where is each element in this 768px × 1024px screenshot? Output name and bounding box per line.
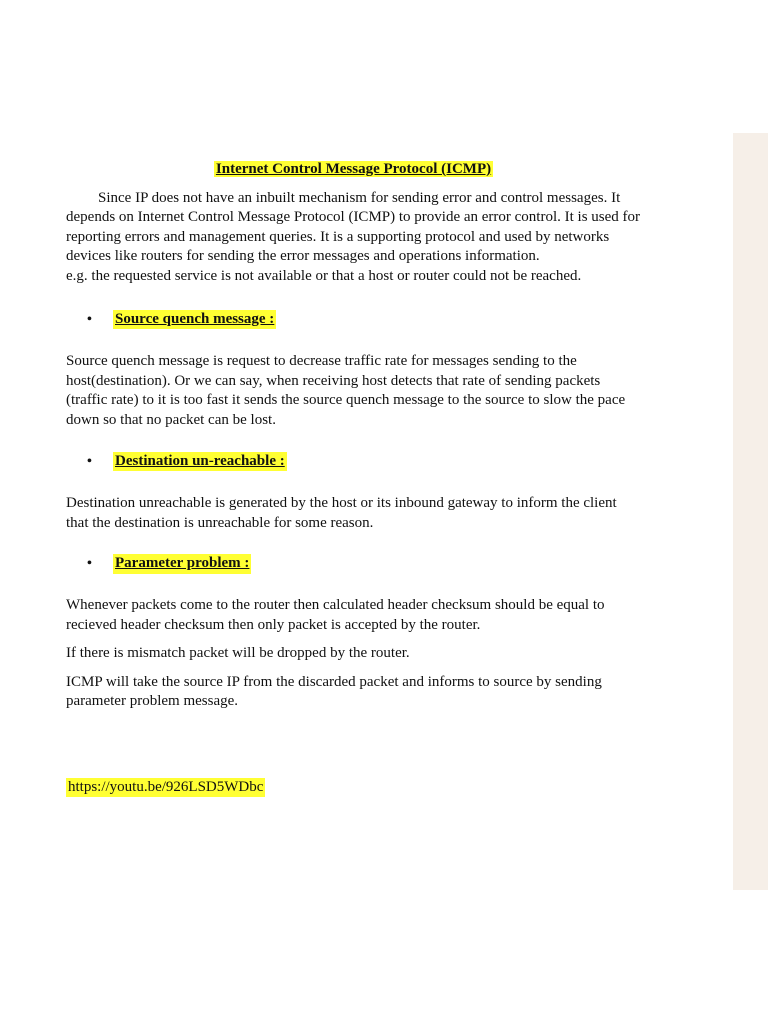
bullet-icon: • <box>87 556 92 572</box>
destination-unreachable-paragraph: Destination unreachable is generated by the host or its inbound gateway to inform the client that the destination is unreachable for some reason. <box>66 495 617 531</box>
example-paragraph: e.g. the requested service is not available or that a host or router could not be reached. <box>66 267 582 284</box>
document-title <box>66 160 641 180</box>
document-page <box>66 160 641 797</box>
section-heading-text: Source quench message : <box>113 310 276 330</box>
link-row <box>66 778 641 798</box>
bullet-icon: • <box>87 453 92 469</box>
intro-paragraph: Since IP does not have an inbuilt mechanism for sending error and control messages. It depends on Internet Control Message Protocol (ICMP) to provide an error control. It is used for reporting errors and management queries. It is a supporting protocol and used by networks devices like routers for sending the error messages and operations information. <box>66 189 641 265</box>
section-heading-parameter-problem <box>87 554 641 574</box>
parameter-problem-paragraph-3: ICMP will take the source IP from the discarded packet and informs to source by sending parameter problem message. <box>66 673 602 710</box>
section-heading-text: Parameter problem : <box>113 554 251 574</box>
section-heading-source-quench <box>87 310 641 330</box>
section-heading-text: Destination un-reachable : <box>113 452 287 472</box>
bullet-icon: • <box>87 311 92 327</box>
source-quench-paragraph: Source quench message is request to decrease traffic rate for messages sending to the host(destination). Or we can say, when receiving host detects that rate of sending packets (traffic rate) to it is too fast it sends the source quench message to the source to slow the pace down so that no packet can be lost. <box>66 353 626 428</box>
section-heading-destination-unreachable <box>87 452 641 472</box>
parameter-problem-paragraph-2: If there is mismatch packet will be dropped by the router. <box>66 645 410 662</box>
side-margin-strip <box>733 133 768 890</box>
parameter-problem-paragraph-1: Whenever packets come to the router then calculated header checksum should be equal to recieved header checksum then only packet is accepted by the router. <box>66 596 605 633</box>
youtube-link[interactable]: https://youtu.be/926LSD5WDbc <box>68 778 264 795</box>
document-title-text: Internet Control Message Protocol (ICMP) <box>215 161 492 177</box>
